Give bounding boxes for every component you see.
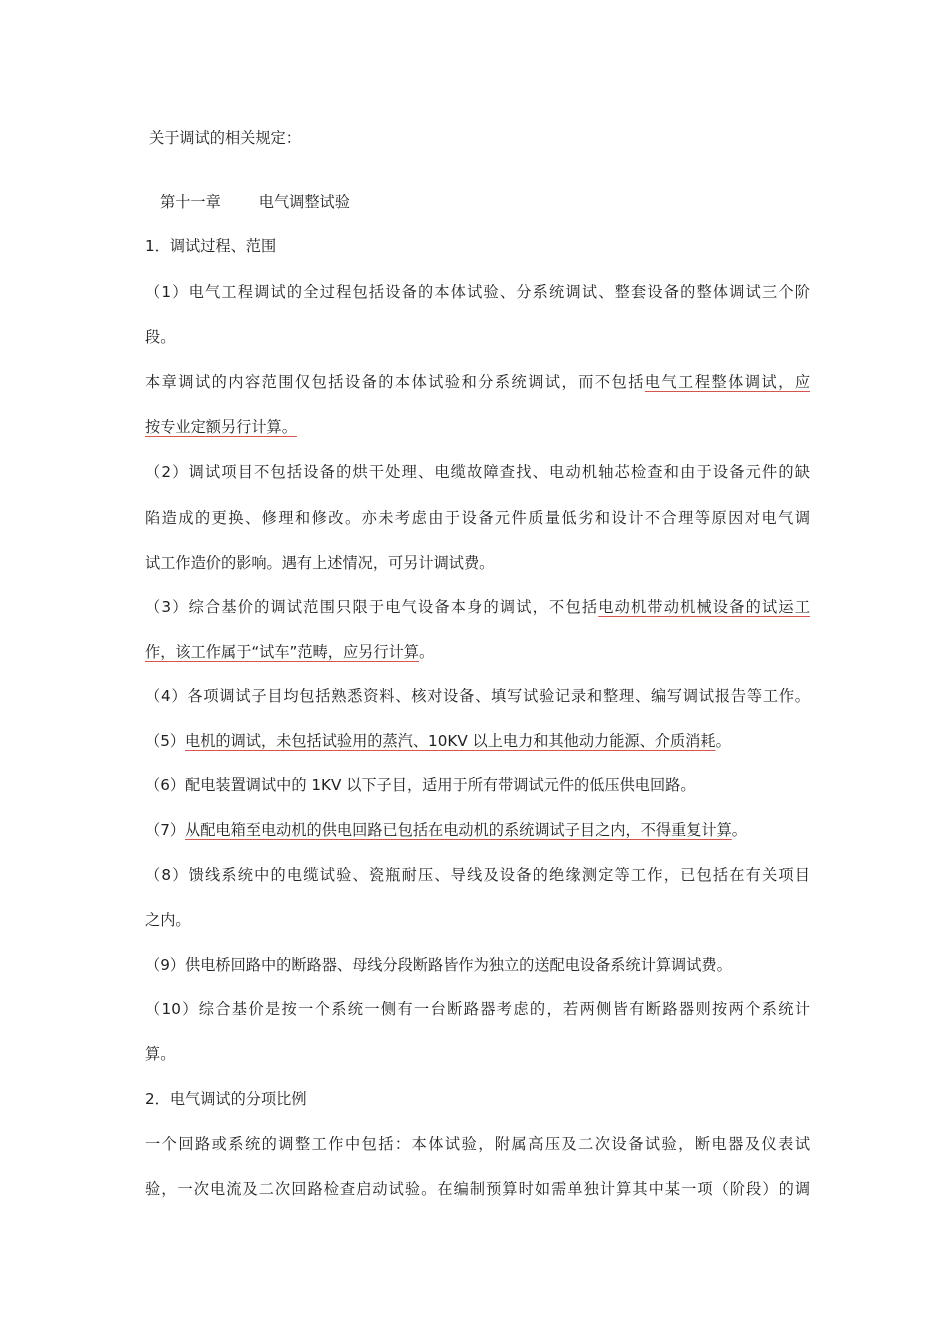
- para-1b-line-1: [145, 372, 810, 392]
- para-1b-marked-text-2: 按专业定额另行计算。: [145, 418, 297, 436]
- para-3-end: 。: [418, 643, 435, 661]
- para-7-num: （7）: [145, 821, 186, 839]
- para-9: （9）供电桥回路中的断路器、母线分段断路皆作为独立的送配电设备系统计算调试费。: [145, 956, 732, 974]
- para-2-line-2: 陷造成的更换、修理和修改。亦未考虑由于设备元件质量低劣和设计不合理等原因对电气调: [145, 509, 810, 527]
- para-8-line-2: 之内。: [145, 911, 191, 929]
- para-8-line-1: （8）馈线系统中的电缆试验、瓷瓶耐压、导线及设备的绝缘测定等工作，已包括在有关项目: [145, 866, 810, 884]
- para-7-end: 。: [731, 821, 747, 839]
- para-11-line-2: 验，一次电流及二次回路检查启动试验。在编制预算时如需单独计算其中某一项（阶段）的调: [145, 1180, 810, 1198]
- para-7: [145, 820, 810, 840]
- para-5: [145, 731, 810, 751]
- para-6: （6）配电装置调试中的 1KV 以下子目，适用于所有带调试元件的低压供电回路。: [145, 776, 696, 794]
- para-4: （4）各项调试子目均包括熟悉资料、核对设备、填写试验记录和整理、编写调试报告等工作。: [145, 687, 810, 705]
- para-1b-marked-text: 电气工程整体调试，应: [644, 373, 811, 391]
- para-3-line-1: [145, 597, 810, 617]
- para-5-marked-text: 电机的调试，未包括试验用的蒸汽、10KV 以上电力和其他动力能源、介质消耗: [185, 732, 716, 750]
- section-2-heading: 2．电气调试的分项比例: [145, 1090, 307, 1108]
- para-5-num: （5）: [145, 732, 186, 750]
- para-2-line-1: （2）调试项目不包括设备的烘干处理、电缆故障查找、电动机轴芯检查和由于设备元件的缺: [145, 463, 810, 481]
- para-1b-text: 本章调试的内容范围仅包括设备的本体试验和分系统调试，而不包括: [145, 373, 645, 391]
- para-3-line-2: [145, 642, 810, 662]
- para-1-line-1: （1）电气工程调试的全过程包括设备的本体试验、分系统调试、整套设备的整体调试三个阶: [145, 283, 810, 301]
- para-3-marked-text: 电动机带动机械设备的试运工: [598, 598, 811, 616]
- chapter-number: 第十一章: [160, 193, 221, 211]
- chapter-heading: [160, 192, 825, 212]
- para-1b-line-2: [145, 417, 810, 437]
- para-2-line-3: 试工作造价的影响。遇有上述情况，可另计调试费。: [145, 554, 495, 572]
- para-3-text: （3）综合基价的调试范围只限于电气设备本身的调试，不包括: [145, 598, 599, 616]
- para-3-marked-text-2: 作，该工作属于“试车”范畴，应另行计算: [145, 643, 419, 661]
- section-1-heading: 1．调试过程、范围: [145, 237, 277, 255]
- para-10-line-1: （10）综合基价是按一个系统一侧有一台断路器考虑的，若两侧皆有断路器则按两个系统计: [145, 1000, 810, 1018]
- para-1-line-2: 段。: [145, 328, 176, 346]
- para-10-line-2: 算。: [145, 1045, 176, 1063]
- intro-line: 关于调试的相关规定：: [149, 129, 301, 147]
- para-11-line-1: 一个回路或系统的调整工作中包括：本体试验，附属高压及二次设备试验，断电器及仪表试: [145, 1135, 810, 1153]
- chapter-title: 电气调整试验: [258, 193, 350, 211]
- para-7-marked-text: 从配电箱至电动机的供电回路已包括在电动机的系统调试子目之内，不得重复计算: [185, 821, 732, 839]
- para-5-end: 。: [715, 732, 731, 750]
